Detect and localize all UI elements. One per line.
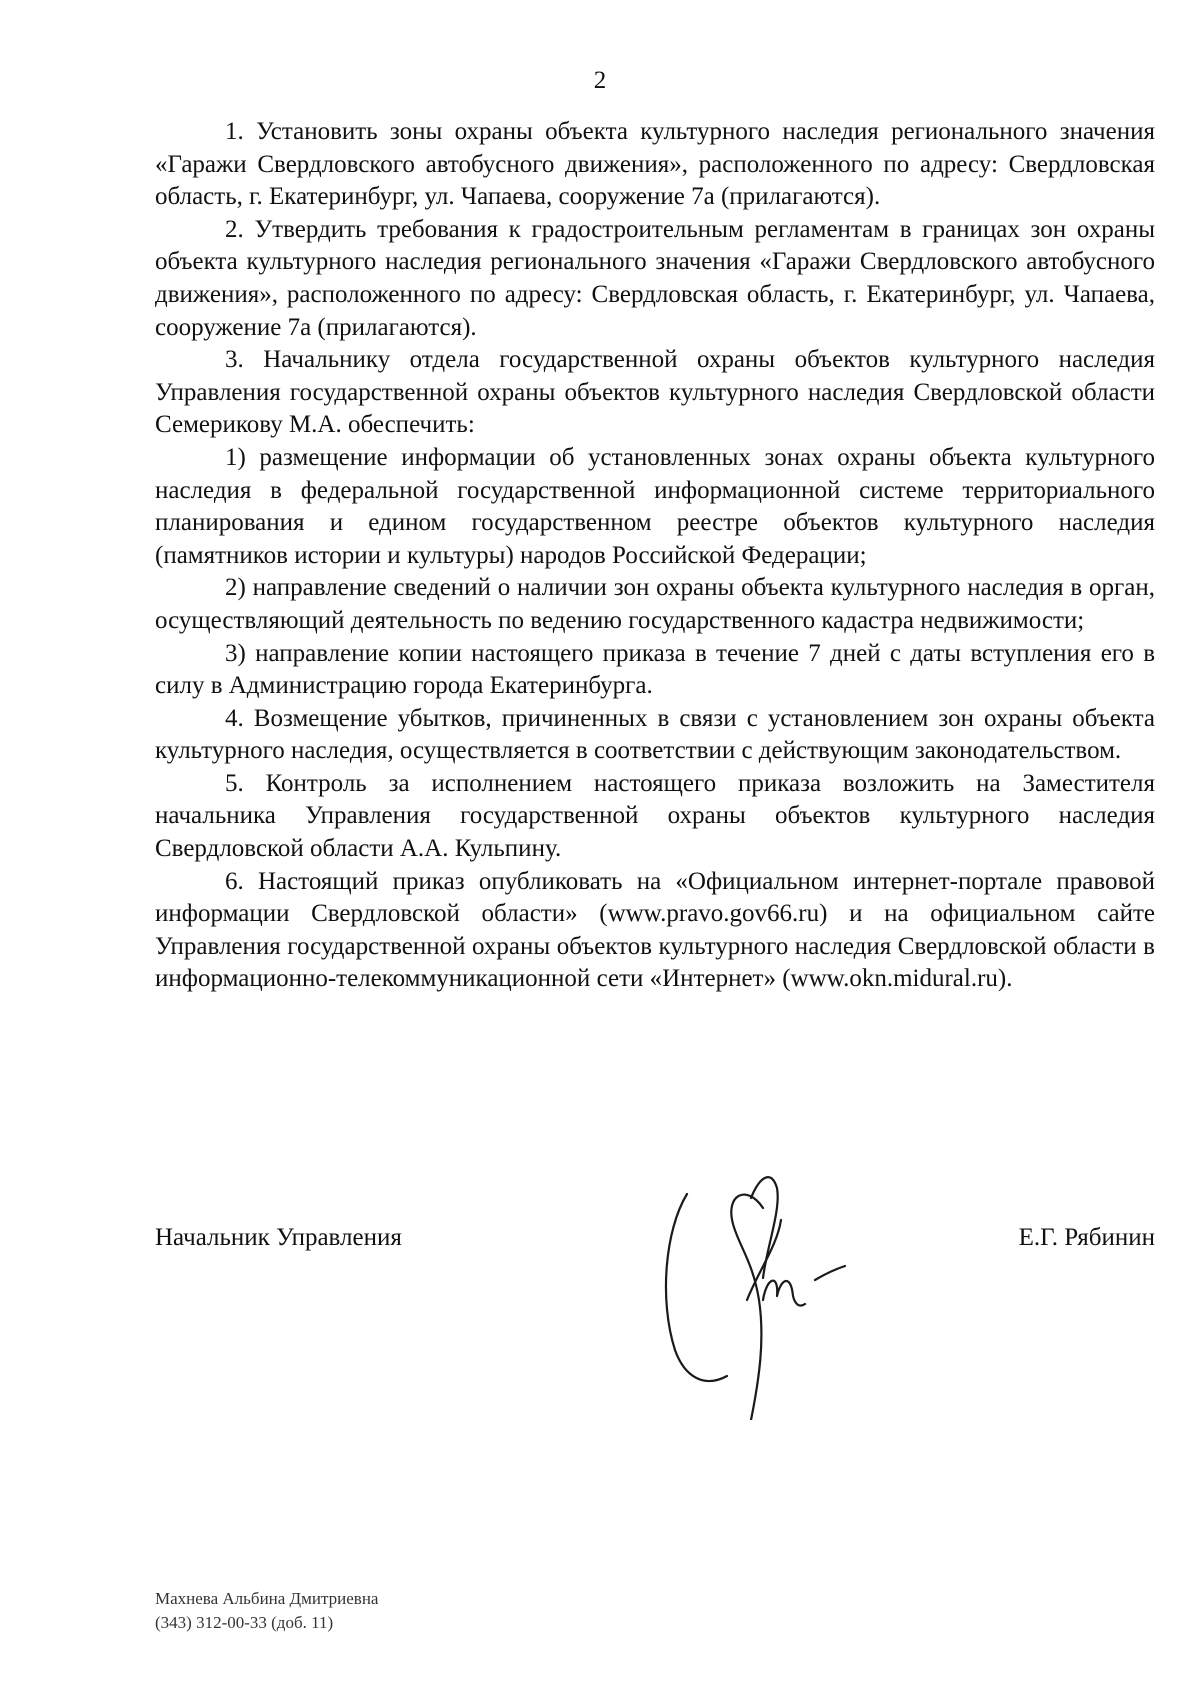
executor-contact <box>155 1587 378 1635</box>
paragraph-5: 5. Контроль за исполнением настоящего приказа возложить на Заместителя начальника Управления государственной охраны объектов культурного наследия Свердловской области А.А. Кульпину. <box>155 769 1155 863</box>
executor-phone: (343) 312-00-33 (доб. 11) <box>155 1613 334 1632</box>
paragraph-4: 4. Возмещение убытков, причиненных в связи с установлением зон охраны объекта культурного наследия, осуществляется в соответствии с действующим законодательством. <box>155 704 1155 765</box>
paragraph-3-item-1: 1) размещение информации об установленных зонах охраны объекта культурного наследия в федеральной государственной информационной системе территориального планирования и едином государственном реестре объектов культурного наследия (памятников истории и культуры) народов Российской Федерации; <box>155 443 1155 569</box>
paragraph-3-item-3: 3) направление копии настоящего приказа в течение 7 дней с даты вступления его в силу в Администрацию города Екатеринбурга. <box>155 639 1155 700</box>
page-number: 2 <box>593 67 607 94</box>
document-body <box>155 116 1155 996</box>
handwritten-signature <box>655 1150 895 1420</box>
signer-name: Е.Г. Рябинин <box>1018 1224 1155 1251</box>
paragraph-1: 1. Установить зоны охраны объекта культурного наследия регионального значения «Гаражи Свердловского автобусного движения», расположенного по адресу: Свердловская область, г. Екатеринбург, ул. Чапаева, сооружение 7а (прилагаются). <box>155 118 1155 211</box>
paragraph-3-item-2: 2) направление сведений о наличии зон охраны объекта культурного наследия в орган, осуществляющий деятельность по ведению государственного кадастра недвижимости; <box>155 574 1155 634</box>
paragraph-6: 6. Настоящий приказ опубликовать на «Официальном интернет-портале правовой информации Свердловской области» (www.pravo.gov66.ru) и на официальном сайте Управления государственной охраны объектов культурного наследия Свердловской области в информационно-телекоммуникационной сети «Интернет» (www.okn.midural.ru). <box>155 867 1155 993</box>
signer-position: Начальник Управления <box>155 1224 402 1251</box>
paragraph-2: 2. Утвердить требования к градостроительным регламентам в границах зон охраны объекта культурного наследия регионального значения «Гаражи Свердловского автобусного движения», расположенного по адресу: Свердловская область, г. Екатеринбург, ул. Чапаева, сооружение 7а (прилагаются). <box>155 215 1155 341</box>
paragraph-3: 3. Начальнику отдела государственной охраны объектов культурного наследия Управления государственной охраны объектов культурного наследия Свердловской области Семерикову М.А. обеспечить: <box>155 346 1155 439</box>
executor-name: Махнева Альбина Дмитриевна <box>155 1589 379 1608</box>
